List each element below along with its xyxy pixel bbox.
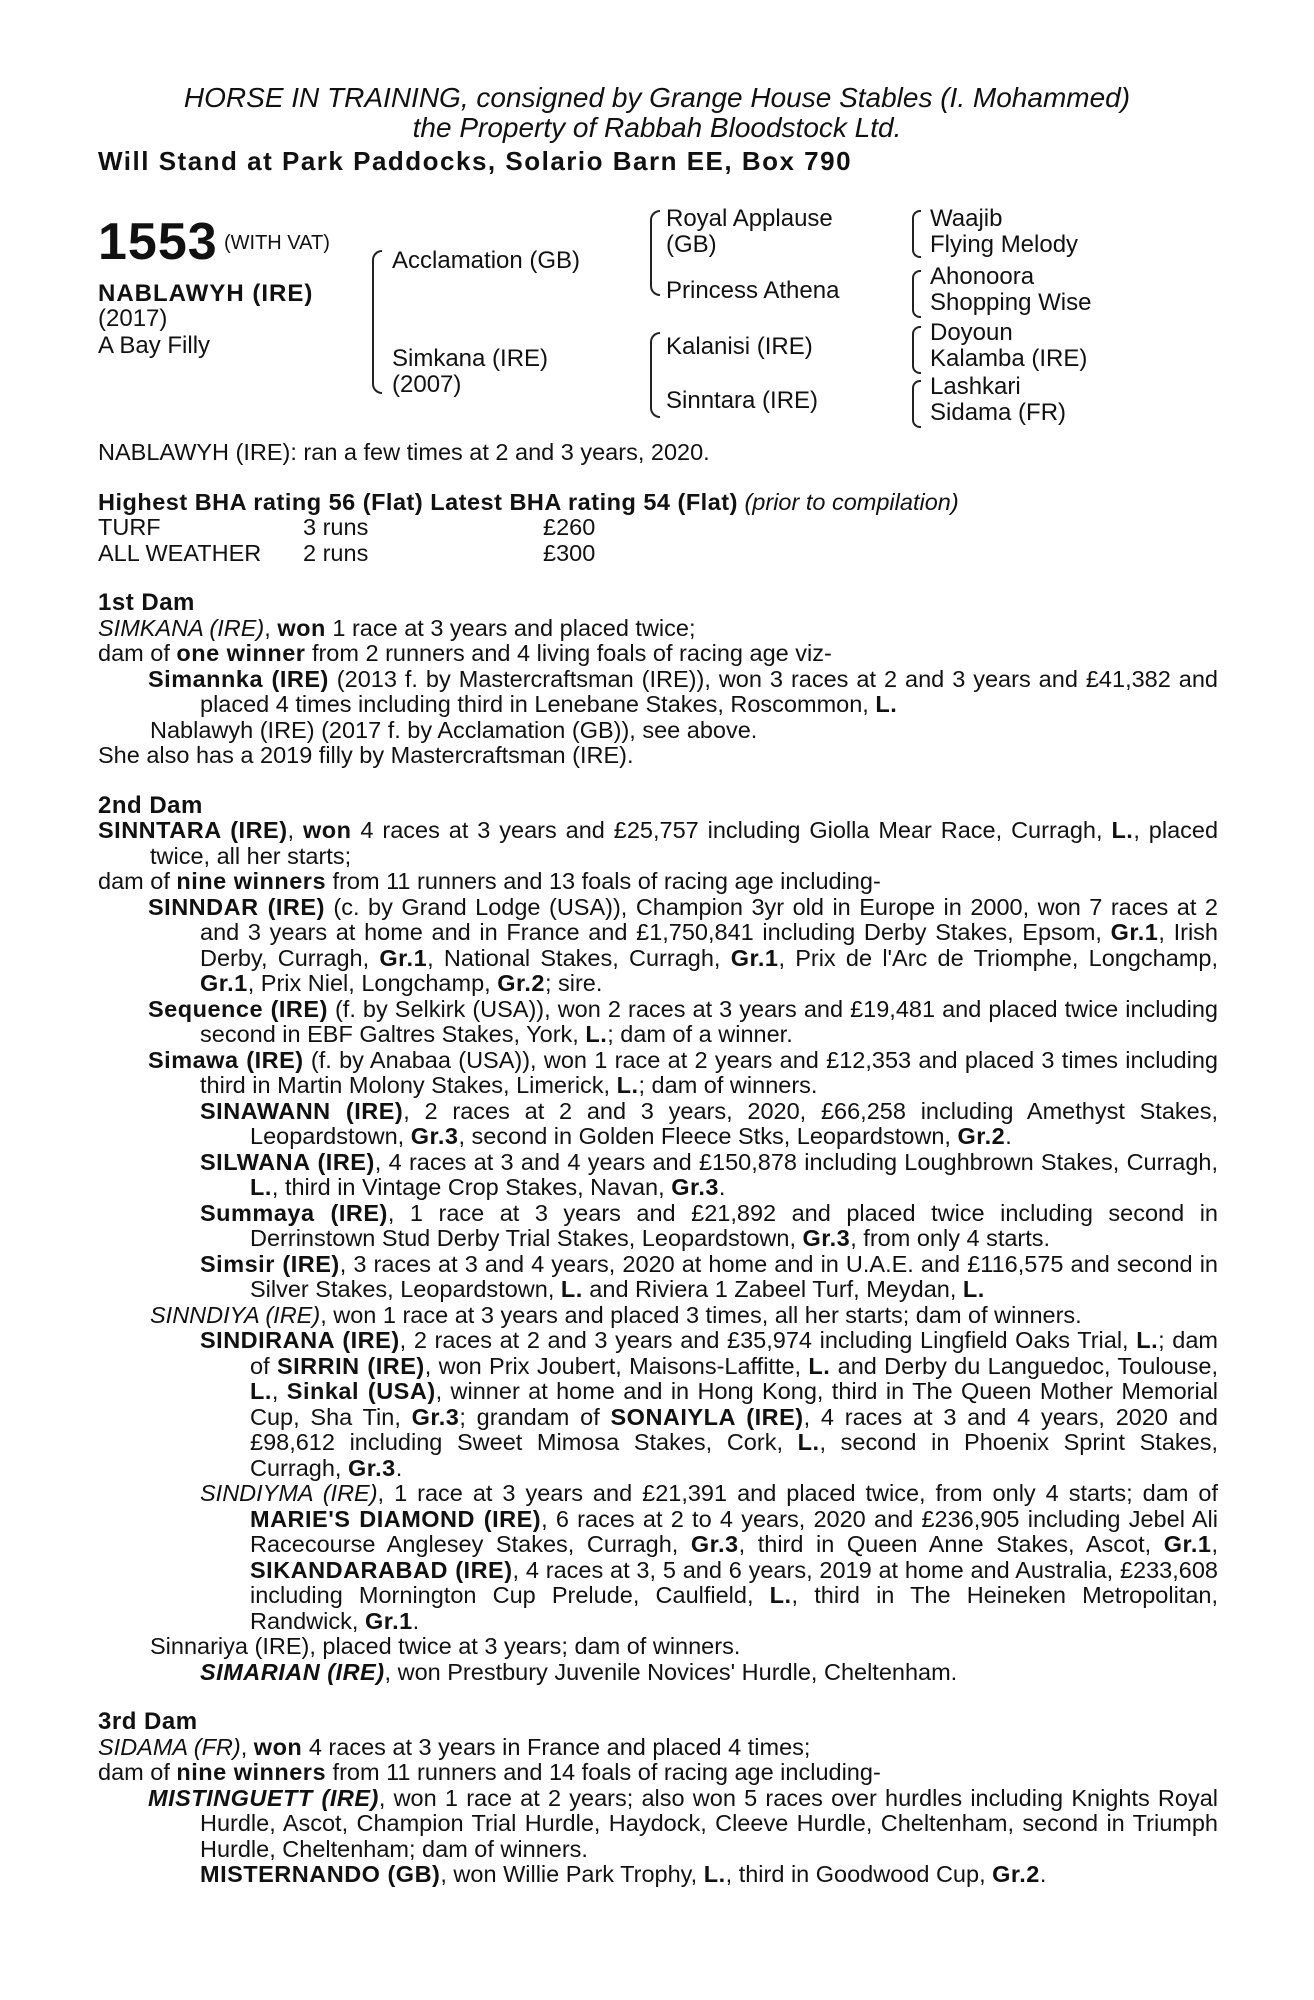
rating-amount: £300 bbox=[543, 539, 596, 566]
third-dam-line: SIDAMA (FR), won 4 races at 3 years in France and placed 4 times; bbox=[98, 1733, 811, 1760]
text: , 1 race at 3 years and £21,391 and placed twice, from only 4 starts; dam of bbox=[377, 1480, 1218, 1506]
grade: Gr.2 bbox=[497, 970, 545, 996]
dam-sire: Kalanisi (IRE) bbox=[666, 333, 813, 360]
dam-record: 4 races at 3 years in France and placed 4 times; bbox=[302, 1733, 811, 1760]
won: won bbox=[253, 1733, 303, 1760]
lot-number: 1553 bbox=[98, 213, 218, 271]
produce-record: (2013 f. by Mastercraftsman (IRE)), won 3 races at 2 and 3 years and £41,382 and placed 4 times including third in Lenebane Stakes, Roscommon, bbox=[200, 665, 1218, 717]
produce-entry bbox=[98, 1048, 1218, 1099]
second-dam-heading: 2nd Dam bbox=[98, 791, 203, 819]
produce-name: SILWANA (IRE) bbox=[200, 1148, 375, 1175]
second-dam-line: SINNTARA (IRE), won 4 races at 3 years and £25,757 including Giolla Mear Race, Curragh, L., placed twice, all her starts; bbox=[98, 817, 1219, 869]
won: won bbox=[303, 817, 352, 843]
text: , Prix Niel, Longchamp, bbox=[247, 970, 498, 996]
text: from 11 runners and 13 foals of racing age including- bbox=[326, 868, 881, 894]
grade: L. bbox=[616, 1072, 639, 1098]
dam-dam: Sinntara (IRE) bbox=[666, 387, 819, 414]
grade: L. bbox=[585, 1021, 608, 1047]
grade: Gr.1 bbox=[364, 1607, 413, 1634]
text: , 2 races at 2 and 3 years and £35,974 including Lingfield Oaks Trial, bbox=[399, 1327, 1137, 1353]
text: , third in Queen Anne Stakes, Ascot, bbox=[738, 1531, 1164, 1557]
grand-produce-entry: SINDIRANA (IRE), 2 races at 2 and 3 years and £35,974 including Lingfield Oaks Trial, L.; dam of SIRRIN (IRE), won Prix Joubert, Maisons-Laffitte, L. and Derby du Languedoc, Toulouse, L., Sinkal (USA), winner at home and in Hong Kong, third in The Queen Mother Memorial Cup, Sha Tin, Gr.3; grandam of SONAIYLA (IRE), 4 races at 3 and 4 years, 2020 and £98,612 including Sweet Mimosa Stakes, Cork, L., second in Phoenix Sprint Stakes, Curragh, Gr.3. bbox=[200, 1327, 1218, 1481]
produce-name: MISTINGUETT (IRE) bbox=[148, 1784, 379, 1811]
pedigree-brace-ds bbox=[912, 326, 921, 374]
grade: L. bbox=[703, 1861, 726, 1887]
grade: L. bbox=[875, 691, 898, 717]
produce-name: Simannka (IRE) bbox=[148, 665, 329, 692]
winner-count: nine winners bbox=[176, 1759, 327, 1785]
dam-record: 1 race at 3 years and placed twice; bbox=[325, 614, 696, 641]
dam-record: , placed twice, all her starts; bbox=[150, 817, 1219, 869]
grade: Gr.3 bbox=[347, 1454, 396, 1481]
text: ; grandam of bbox=[459, 1403, 611, 1430]
produce-entry bbox=[98, 1303, 1218, 1329]
produce-name: SINDIRANA (IRE) bbox=[200, 1327, 400, 1353]
produce-entry bbox=[98, 667, 1218, 718]
pedigree-brace-sire bbox=[650, 210, 660, 296]
text: , 3 races at 3 and 4 years, 2020 at home and in U.A.E. and £116,575 and second in Silver Stakes, Leopardstown, bbox=[250, 1250, 1218, 1302]
text: , won 1 race at 3 years and placed 3 times, all her starts; dam of winners. bbox=[320, 1301, 1082, 1328]
produce-name: SINNDIYA (IRE) bbox=[150, 1301, 321, 1328]
winner-count: nine winners bbox=[176, 868, 327, 894]
rating-surface: ALL WEATHER bbox=[98, 539, 262, 566]
sss: Waajib bbox=[930, 205, 1003, 232]
pedigree-brace-dam bbox=[650, 332, 660, 418]
dss: Doyoun bbox=[930, 319, 1013, 346]
grade: Gr.1 bbox=[200, 970, 248, 996]
produce-name: SINNDAR (IRE) bbox=[148, 893, 325, 920]
grand-produce-entry: SILWANA (IRE), 4 races at 3 and 4 years and £150,878 including Loughbrown Stakes, Curragh, L., third in Vintage Crop Stakes, Navan, Gr.3. bbox=[200, 1148, 1218, 1200]
text: and Riviera 1 Zabeel Turf, Meydan, bbox=[582, 1276, 963, 1302]
text: dam of bbox=[98, 1759, 177, 1785]
dam-record: 4 races at 3 years and £25,757 including Giolla Mear Race, Curragh, bbox=[351, 817, 1103, 843]
produce-name: MISTERNANDO (GB) bbox=[200, 1861, 441, 1887]
text: , third in The Heineken Metropolitan, Randwick, bbox=[250, 1582, 1218, 1634]
produce-name: Simawa (IRE) bbox=[148, 1046, 304, 1073]
grade: Gr.3 bbox=[671, 1174, 719, 1200]
text: , from only 4 starts. bbox=[850, 1225, 1051, 1251]
text: , 4 races at 3, 5 and 6 years, 2019 at home and Australia, £233,608 including Mornington Cup Prelude, Caulfield, bbox=[250, 1556, 1218, 1608]
text: ; dam of winners. bbox=[638, 1072, 818, 1098]
rating-runs: 2 runs bbox=[303, 539, 369, 566]
dam-name: SIMKANA (IRE) bbox=[98, 614, 265, 641]
produce-name: Simsir (IRE) bbox=[200, 1250, 340, 1277]
grade: L. bbox=[769, 1582, 792, 1608]
pedigree-brace-ss bbox=[912, 210, 921, 258]
text: , Irish Derby, Curragh, bbox=[200, 919, 1218, 971]
location-line: Will Stand at Park Paddocks, Solario Barn EE, Box 790 bbox=[98, 146, 853, 176]
sire-sire-country: (GB) bbox=[666, 231, 717, 258]
foaling-year: (2017) bbox=[98, 305, 168, 332]
sds: Ahonoora bbox=[930, 263, 1035, 290]
first-dam-produce bbox=[98, 641, 1218, 667]
text: ; dam of a winner. bbox=[607, 1021, 793, 1047]
sire-dam: Princess Athena bbox=[666, 277, 840, 304]
won: won bbox=[277, 614, 326, 641]
catalogue-body bbox=[98, 440, 1218, 1888]
produce-name: SIKANDARABAD (IRE) bbox=[250, 1556, 513, 1583]
dam: Simkana (IRE) bbox=[392, 345, 549, 372]
text: , 2 races at 2 and 3 years, 2020, £66,258 including Amethyst Stakes, Leopardstown, bbox=[250, 1097, 1219, 1149]
produce-name: MARIE'S DIAMOND (IRE) bbox=[250, 1505, 542, 1532]
grand-produce-entry: SINDIYMA (IRE), 1 race at 3 years and £21,391 and placed twice, from only 4 starts; dam of MARIE'S DIAMOND (IRE), 6 races at 2 to 4 years, 2020 and £236,905 including Jebel Ali Racecourse Anglesey Stakes, Curragh, Gr.3, third in Queen Anne Stakes, Ascot, Gr.1, SIKANDARABAD (IRE), 4 races at 3, 5 and 6 years, 2019 at home and Australia, £233,608 including Mornington Cup Prelude, Caulfield, L., third in The Heineken Metropolitan, Randwick, Gr.1. bbox=[200, 1480, 1218, 1634]
grade: Gr.3 bbox=[411, 1403, 460, 1430]
text: ; sire. bbox=[544, 970, 603, 996]
text: from 11 runners and 14 foals of racing age including- bbox=[326, 1759, 881, 1785]
owner-line: the Property of Rabbah Bloodstock Ltd. bbox=[412, 112, 902, 143]
text: , 6 races at 2 to 4 years, 2020 and £236,905 including Jebel Ali Racecourse Anglesey Stakes, Curragh, bbox=[250, 1505, 1218, 1557]
pedigree-brace-main bbox=[372, 250, 382, 394]
grand-produce-entry bbox=[98, 1201, 1218, 1252]
text: , won 1 race at 2 years; also won 5 races over hurdles including Knights Royal Hurdle, Ascot, Champion Trial Hurdle, Haydock, Cleeve Hurdle, Cheltenham, second in Triumph Hurdle, Cheltenham; dam of winners. bbox=[200, 1784, 1219, 1862]
consignor-line: HORSE IN TRAINING, consigned by Grange House Stables (I. Mohammed) bbox=[183, 82, 1131, 113]
produce-note: She also has a 2019 filly by Mastercraftsman (IRE). bbox=[98, 742, 634, 768]
rating-surface: TURF bbox=[98, 514, 161, 540]
text: , winner at home and in Hong Kong, third in The Queen Mother Memorial Cup, Sha Tin, bbox=[250, 1378, 1218, 1430]
produce-name: Sequence (IRE) bbox=[148, 995, 328, 1022]
text: , second in Golden Fleece Stks, Leopardstown, bbox=[458, 1123, 958, 1149]
text: , 1 race at 3 years and £21,892 and placed twice including second in Derrinstown Stud Derby Trial Stakes, Leopardstown, bbox=[250, 1199, 1218, 1251]
produce-name: Summaya (IRE) bbox=[200, 1199, 388, 1226]
grade: L. bbox=[962, 1276, 985, 1302]
text: . bbox=[1039, 1861, 1047, 1887]
third-dam-heading: 3rd Dam bbox=[98, 1708, 198, 1735]
horse-description: A Bay Filly bbox=[98, 332, 211, 359]
third-dam-produce bbox=[98, 1760, 1218, 1786]
grade: L. bbox=[797, 1429, 820, 1455]
ratings-table bbox=[98, 515, 1218, 566]
grade: Gr.1 bbox=[1110, 919, 1159, 945]
pedigree-brace-sd bbox=[912, 270, 921, 318]
race-summary: NABLAWYH (IRE): ran a few times at 2 and 3 years, 2020. bbox=[98, 439, 710, 465]
grade: Gr.3 bbox=[802, 1225, 851, 1251]
ratings-bold: Highest BHA rating 56 (Flat) Latest BHA rating 54 (Flat) bbox=[98, 488, 738, 515]
text: , won Prix Joubert, Maisons-Laffitte, bbox=[424, 1352, 809, 1379]
first-dam-line: SIMKANA (IRE), won 1 race at 3 years and placed twice; bbox=[98, 614, 696, 641]
text: dam of bbox=[98, 868, 177, 894]
dds: Lashkari bbox=[930, 373, 1021, 400]
dam-name: SINNTARA (IRE) bbox=[98, 817, 288, 843]
pedigree-brace-dd bbox=[912, 380, 921, 428]
dam-name: SIDAMA (FR) bbox=[98, 1733, 241, 1760]
text: ; dam of bbox=[250, 1327, 1218, 1379]
produce-name: SONAIYLA (IRE) bbox=[610, 1403, 804, 1430]
grade: Gr.1 bbox=[1163, 1531, 1212, 1557]
grade: L. bbox=[1136, 1327, 1159, 1353]
rating-amount: £260 bbox=[543, 514, 596, 540]
produce-name: SINAWANN (IRE) bbox=[200, 1097, 404, 1124]
grade: Gr.3 bbox=[410, 1123, 459, 1149]
grand-produce-entry: SINAWANN (IRE), 2 races at 2 and 3 years, 2020, £66,258 including Amethyst Stakes, Leopardstown, Gr.3, second in Golden Fleece Stks, Leopardstown, Gr.2. bbox=[200, 1097, 1219, 1149]
second-dam-produce bbox=[98, 869, 1218, 895]
produce-entry bbox=[98, 895, 1218, 997]
text: , third in Goodwood Cup, bbox=[725, 1861, 993, 1887]
grade: Gr.2 bbox=[957, 1123, 1006, 1149]
text: , 4 races at 3 and 4 years, 2020 and £98,612 including Sweet Mimosa Stakes, Cork, bbox=[250, 1403, 1218, 1455]
vat-note: (WITH VAT) bbox=[224, 232, 330, 254]
text: (f. by Anabaa (USA)), won 1 race at 2 years and £12,353 and placed 3 times including third in Martin Molony Stakes, Limerick, bbox=[200, 1046, 1218, 1098]
text: , Prix de l'Arc de Triomphe, Longchamp, bbox=[778, 944, 1218, 971]
ratings-headline bbox=[98, 490, 1218, 516]
text: , third in Vintage Crop Stakes, Navan, bbox=[271, 1174, 672, 1200]
produce-name: Sinkal (USA) bbox=[286, 1378, 436, 1404]
text: from 2 runners and 4 living foals of racing age viz- bbox=[305, 640, 832, 666]
produce-name: SINDIYMA (IRE) bbox=[200, 1480, 378, 1506]
text: , National Stakes, Curragh, bbox=[427, 944, 731, 971]
first-dam-heading: 1st Dam bbox=[98, 589, 195, 616]
grade: L. bbox=[560, 1276, 583, 1302]
grade: L. bbox=[808, 1352, 831, 1379]
text: , 4 races at 3 and 4 years and £150,878 including Loughbrown Stakes, Curragh, bbox=[374, 1148, 1218, 1175]
grade: Gr.1 bbox=[379, 944, 428, 971]
sdd: Shopping Wise bbox=[930, 289, 1092, 316]
text: , second in Phoenix Sprint Stakes, Curragh, bbox=[250, 1429, 1218, 1481]
dsd: Kalamba (IRE) bbox=[930, 345, 1088, 372]
sire-sire: Royal Applause bbox=[666, 205, 833, 232]
grade: L. bbox=[250, 1378, 272, 1404]
grade: Gr.1 bbox=[730, 944, 779, 971]
produce-name: SIRRIN (IRE) bbox=[276, 1352, 425, 1379]
produce-entry: Nablawyh (IRE) (2017 f. by Acclamation (GB)), see above. bbox=[150, 716, 758, 743]
produce-entry bbox=[98, 997, 1218, 1048]
text: and Derby du Languedoc, Toulouse, bbox=[830, 1352, 1218, 1379]
grand-produce-entry bbox=[98, 1660, 1218, 1686]
winner-count: one winner bbox=[176, 640, 306, 666]
ratings-note: (prior to compilation) bbox=[744, 488, 959, 515]
produce-entry: Sinnariya (IRE), placed twice at 3 years; dam of winners. bbox=[150, 1633, 741, 1659]
produce-name: SIMARIAN (IRE) bbox=[200, 1658, 385, 1685]
text: (c. by Grand Lodge (USA)), Champion 3yr old in Europe in 2000, won 7 races at 2 and 3 years at home and in France and £1,750,841 including Derby Stakes, Epsom, bbox=[200, 893, 1218, 945]
grand-produce-entry bbox=[98, 1862, 1218, 1888]
text: , won Willie Park Trophy, bbox=[440, 1861, 704, 1887]
grade: Gr.3 bbox=[690, 1531, 739, 1557]
dam-year: (2007) bbox=[392, 371, 462, 398]
text: (f. by Selkirk (USA)), won 2 races at 3 years and £19,481 and placed twice including second in EBF Galtres Stakes, York, bbox=[200, 995, 1219, 1047]
text: dam of bbox=[98, 640, 177, 666]
grand-produce-entry bbox=[98, 1252, 1218, 1303]
sire: Acclamation (GB) bbox=[392, 247, 581, 274]
ddd: Sidama (FR) bbox=[930, 399, 1067, 426]
text: , won Prestbury Juvenile Novices' Hurdle, Cheltenham. bbox=[384, 1658, 958, 1685]
rating-runs: 3 runs bbox=[303, 514, 369, 540]
grade: L. bbox=[1111, 817, 1134, 843]
grade: L. bbox=[250, 1174, 272, 1200]
horse-name: NABLAWYH (IRE) bbox=[98, 280, 314, 307]
ssd: Flying Melody bbox=[930, 231, 1079, 258]
produce-entry bbox=[98, 1786, 1218, 1863]
grade: Gr.2 bbox=[992, 1861, 1040, 1887]
